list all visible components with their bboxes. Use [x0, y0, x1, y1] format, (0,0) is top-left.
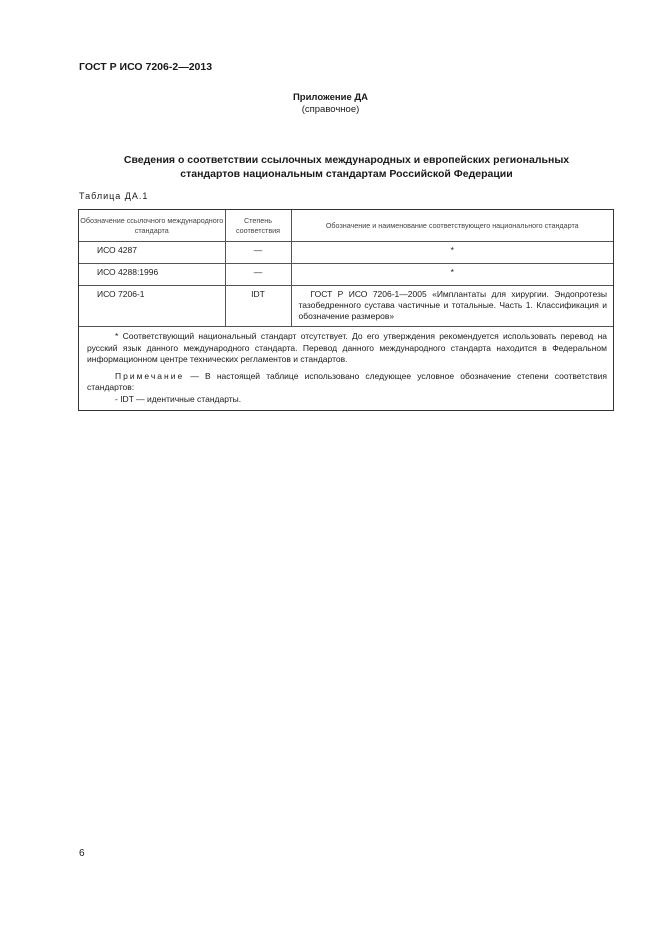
appendix-title: Приложение ДА [292, 92, 369, 103]
table-notes [79, 327, 613, 410]
note-text: — В настоящей таблице использовано следующее условное обозначение степени соответствия стандартов: [87, 370, 607, 392]
table-row [79, 242, 613, 264]
header-ref-standard: Обозначение ссылочного международного стандарта [79, 210, 225, 242]
cell-degree: — [225, 242, 291, 264]
table-header-row [79, 210, 613, 242]
footnote [87, 331, 607, 366]
section-title-line-1: Сведения о соответствии ссылочных международных и европейских региональных [123, 154, 570, 166]
document-code: ГОСТ Р ИСО 7206-2—2013 [79, 61, 213, 73]
cell-degree: IDT [225, 286, 291, 327]
header-degree: Степень соответствия [225, 210, 291, 242]
table-row [79, 286, 613, 327]
section-title [79, 153, 614, 181]
footnote-text: * Соответствующий национальный стандарт отсутствует. До его утверждения рекомендуется использовать перевод на русский язык данного международного стандарта. Перевод данного международного стандарта находится в Федеральном информационном центре технических регламентов и стандартов. [87, 331, 607, 364]
appendix-heading [0, 92, 661, 116]
cell-national [291, 286, 613, 327]
note-item [87, 394, 607, 406]
cell-ref: ИСО 4287 [79, 242, 225, 264]
table-label: Таблица ДА.1 [79, 191, 149, 201]
cell-national: * [291, 264, 613, 286]
section-title-line-2: стандартов национальным стандартам Российской Федерации [180, 168, 513, 180]
correspondence-table [78, 209, 614, 411]
note-item-text: - IDT — идентичные стандарты. [115, 393, 242, 404]
page-number: 6 [79, 848, 85, 859]
note-label: Примечание [115, 370, 185, 381]
cell-degree: — [225, 264, 291, 286]
header-national-standard: Обозначение и наименование соответствующего национального стандарта [291, 210, 613, 242]
table-row [79, 264, 613, 286]
cell-ref: ИСО 7206-1 [79, 286, 225, 327]
table-notes-row [79, 327, 613, 411]
cell-national: * [291, 242, 613, 264]
appendix-subtitle: (справочное) [301, 104, 360, 115]
note [87, 371, 607, 394]
cell-ref: ИСО 4288:1996 [79, 264, 225, 286]
cell-national-text: ГОСТ Р ИСО 7206-1—2005 «Имплантаты для хирургии. Эндопротезы тазобедренного сустава частичные и тотальные. Часть 1. Классификация и обозначение размеров» [298, 289, 607, 321]
